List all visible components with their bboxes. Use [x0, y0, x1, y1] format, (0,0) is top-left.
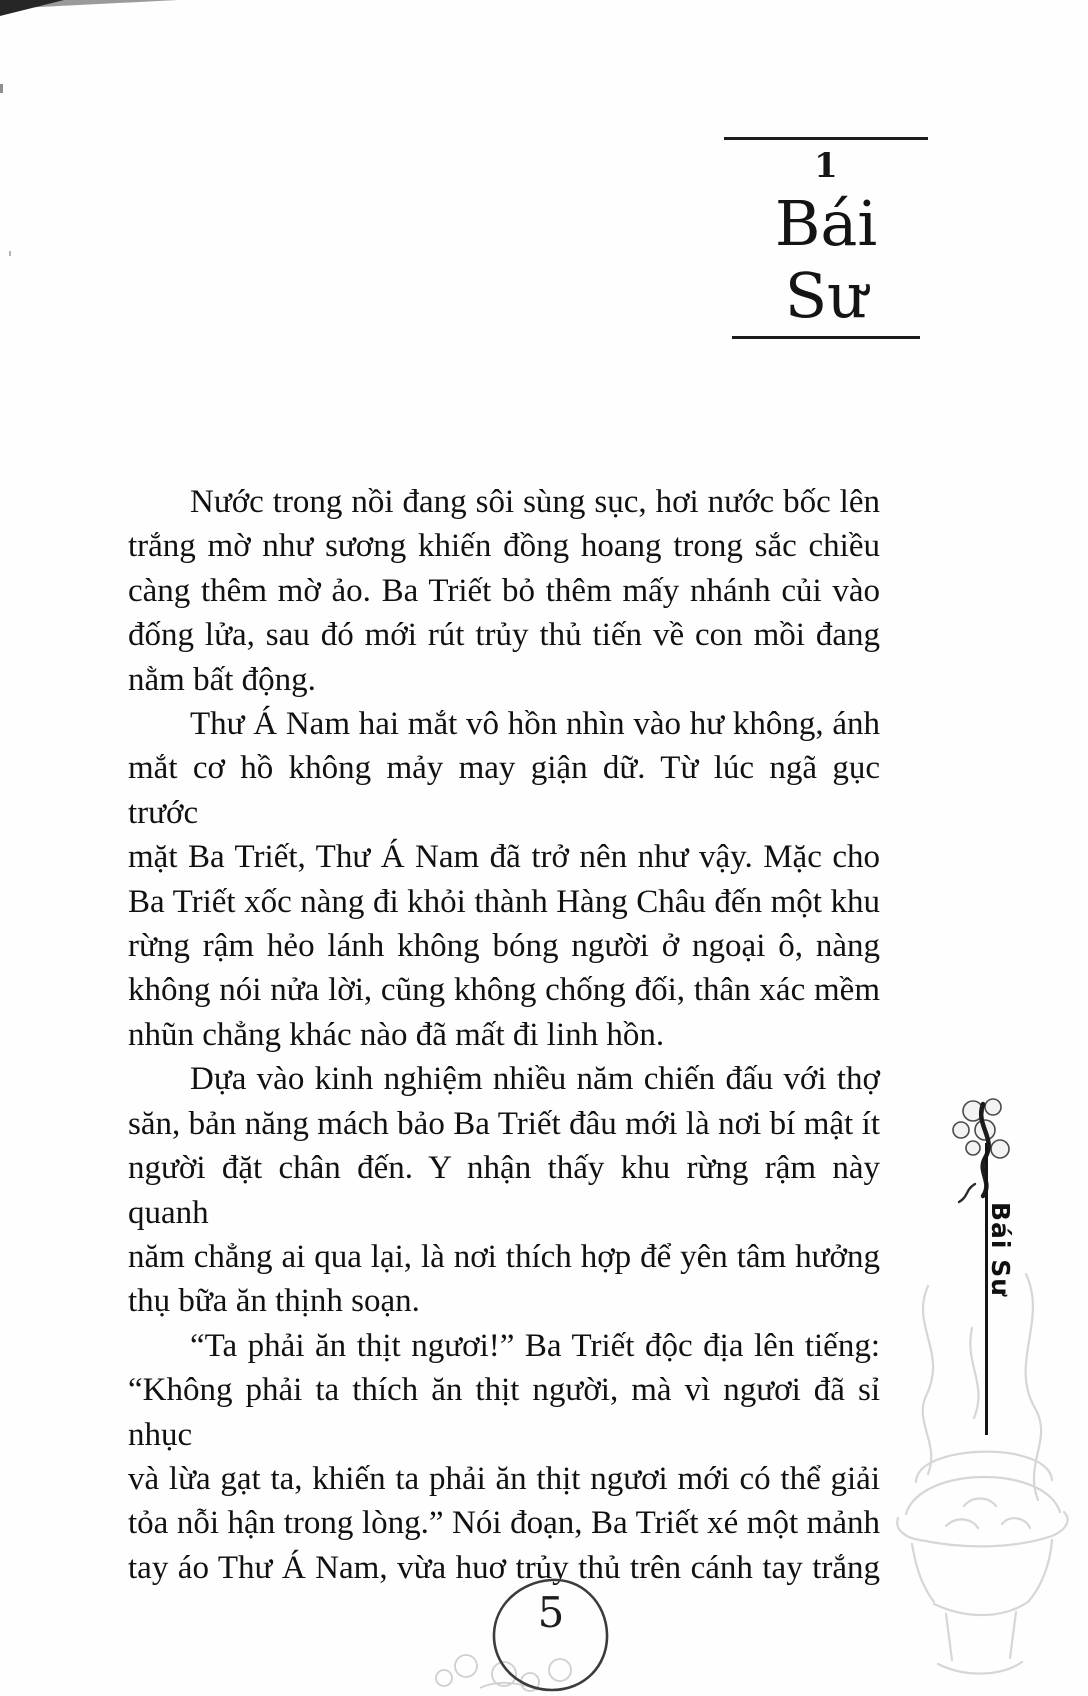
chapter-title	[704, 188, 948, 332]
chapter-rule-bottom	[732, 336, 920, 339]
page-number: 5	[537, 1588, 565, 1637]
sidebar-chapter-label: Bái Sư	[986, 1202, 1015, 1298]
body-text-line: đống lửa, sau đó mới rút trủy thủ tiến về con mồi đang	[128, 617, 880, 654]
page-number-circle	[400, 1570, 640, 1696]
body-text-line: năm chẳng ai qua lại, là nơi thích hợp để yên tâm hưởng	[128, 1238, 880, 1275]
body-text-line: tay áo Thư Á Nam, vừa huơ trủy thủ trên cánh tay trắng	[128, 1549, 880, 1586]
chapter-number: 1	[814, 146, 838, 186]
body-text-line: và lừa gạt ta, khiến ta phải ăn thịt ngươi mới có thể giải	[128, 1460, 880, 1497]
body-text-line: Nước trong nồi đang sôi sùng sục, hơi nước bốc lên	[190, 484, 880, 520]
body-text-line: thụ bữa ăn thịnh soạn.	[128, 1283, 420, 1320]
body-text-line: tỏa nỗi hận trong lòng.” Nói đoạn, Ba Triết xé một mảnh	[128, 1505, 880, 1542]
body-text-line: Ba Triết xốc nàng đi khỏi thành Hàng Châu đến một khu	[128, 883, 880, 920]
chapter-title-line2: Sư	[784, 259, 868, 332]
body-text-line: nhũn chẳng khác nào đã mất đi linh hồn.	[128, 1016, 665, 1053]
body-text-line: rừng rậm hẻo lánh không bóng người ở ngoại ô, nàng	[128, 928, 880, 965]
body-text-line: mặt Ba Triết, Thư Á Nam đã trở nên như vậy. Mặc cho	[128, 839, 880, 876]
body-text-line: không nói nửa lời, cũng không chống đối, thân xác mềm	[128, 972, 880, 1009]
body-text-line: Thư Á Nam hai mắt vô hồn nhìn vào hư không, ánh	[190, 706, 880, 743]
body-text-line: người đặt chân đến. Y nhận thấy khu rừng rậm này quanh	[128, 1150, 880, 1231]
body-text-line: nằm bất động.	[128, 661, 316, 698]
body-text-line: càng thêm mờ ảo. Ba Triết bỏ thêm mấy nhánh củi vào	[128, 572, 880, 609]
body-text-line: Dựa vào kinh nghiệm nhiều năm chiến đấu với thợ	[190, 1061, 880, 1098]
body-text	[128, 480, 880, 1590]
faint-incense-burner-sketch	[876, 1268, 1088, 1696]
scan-speck	[9, 251, 11, 256]
body-text-line: trắng mờ như sương khiến đồng hoang trong sắc chiều	[128, 528, 880, 565]
body-text-line: “Ta phải ăn thịt ngươi!” Ba Triết độc địa lên tiếng:	[190, 1327, 880, 1364]
scan-speck	[0, 84, 3, 93]
chapter-title-line1: Bái	[774, 187, 878, 260]
body-text-line: mắt cơ hồ không mảy may giận dữ. Từ lúc ngã gục trước	[128, 750, 880, 831]
body-text-line: “Không phải ta thích ăn thịt người, mà vì ngươi đã sỉ nhục	[128, 1372, 880, 1453]
body-text-line: săn, bản năng mách bảo Ba Triết đâu mới là nơi bí mật ít	[128, 1105, 880, 1142]
chapter-rule-top	[724, 137, 928, 140]
